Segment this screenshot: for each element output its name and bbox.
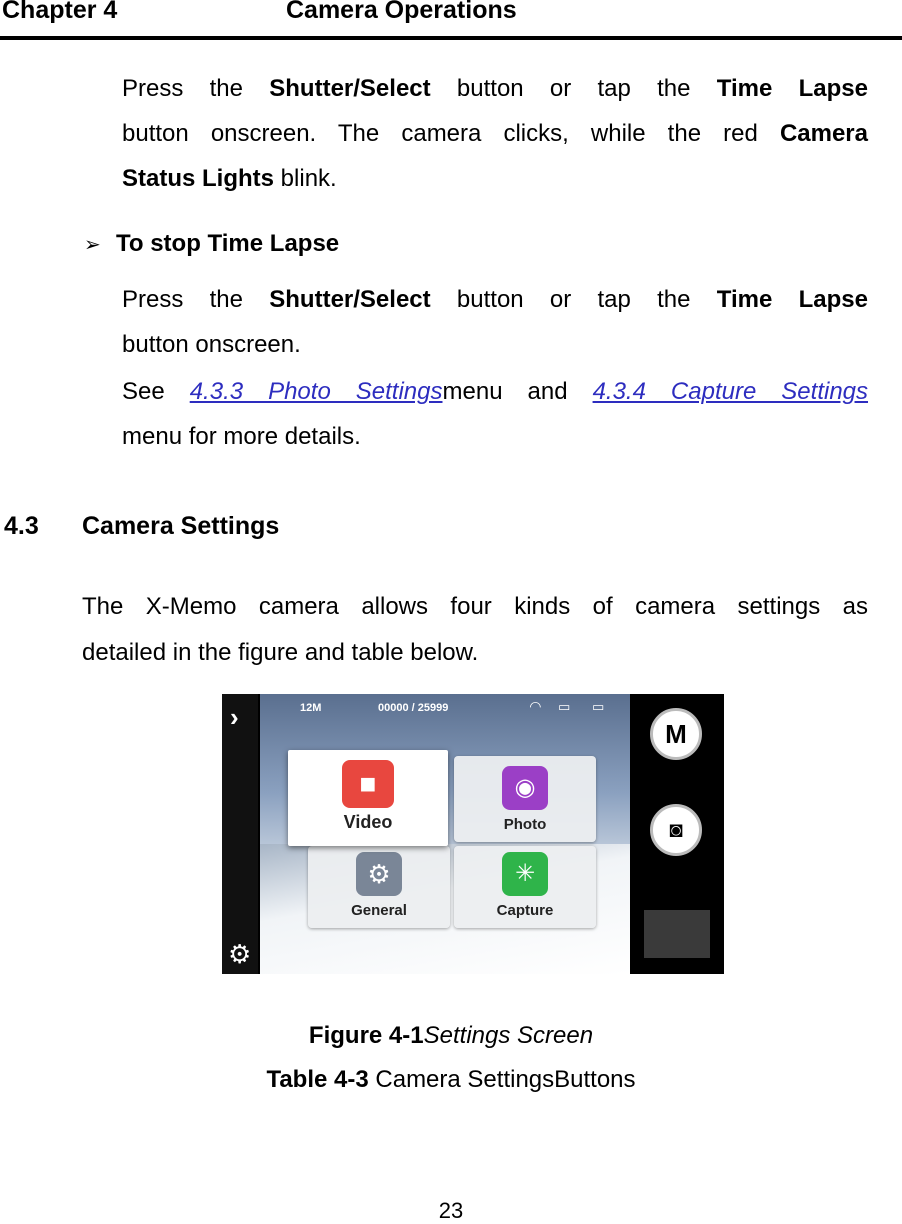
paragraph-start-line: Press the Shutter/Select button or tap the Time Lapse [122,75,868,102]
shot-counter: 00000 / 25999 [378,702,449,714]
section-number: 4.3 [4,512,39,540]
right-sidebar [632,694,724,974]
paragraph-see-line: See 4.3.3 Photo Settingsmenu and 4.3.4 Capture Settings [122,378,869,405]
photo-camera-icon: ◉ [502,766,548,810]
video-tile[interactable] [288,750,448,846]
capture-tile[interactable] [454,846,596,928]
intro-line2: detailed in the figure and table below. [82,639,479,666]
paragraph-start-line2: button onscreen. The camera clicks, while the red Camera [122,120,868,147]
section-title: Camera Settings [82,512,280,540]
intro-line1: The X-Memo camera allows four kinds of camera settings as [82,593,868,620]
general-tile-label: General [351,902,407,919]
gear-icon[interactable]: ⚙ [228,939,252,969]
general-tile[interactable] [308,846,450,928]
last-capture-thumbnail[interactable] [644,910,710,958]
paragraph-stop-line2: button onscreen. [122,331,301,358]
photo-tile-label: Photo [503,816,547,833]
wifi-icon: ◠ [530,698,541,714]
sd-card-icon: ▭ [558,699,571,714]
wand-icon: ✳ [502,852,548,896]
battery-icon: ▭ [592,699,605,714]
figure-caption: Figure 4-1Settings Screen [308,1022,594,1049]
mode-button[interactable]: M [650,708,702,760]
chevron-right-icon[interactable]: › [230,702,239,732]
page-number: 23 [438,1198,464,1223]
resolution-indicator: 12M [300,702,322,714]
table-caption: Table 4-3 Camera SettingsButtons [266,1066,636,1093]
video-tile-label: Video [343,812,393,832]
camera-switch-icon[interactable]: ◙ [650,804,702,856]
photo-tile[interactable] [454,756,596,842]
paragraph-see-line2: menu for more details. [122,423,361,450]
settings-gear-icon: ⚙ [356,852,402,896]
paragraph-stop-line1: Press the Shutter/Select button or tap the Time Lapse [122,286,868,313]
arrow-bullet-icon: ➢ [84,234,101,256]
settings-screen-figure [222,694,724,974]
link-capture-settings[interactable]: 4.3.4 Capture Settings [592,378,869,405]
chapter-label: Chapter 4 [2,0,118,24]
left-sidebar [222,694,258,974]
chapter-title: Camera Operations [286,0,517,24]
bullet-heading: ➢ To stop Time Lapse [84,230,340,257]
video-camera-icon: ■ [342,760,394,808]
capture-tile-label: Capture [496,902,554,919]
link-photo-settings[interactable]: 4.3.3 Photo Settings [189,378,443,405]
page-header [0,0,902,40]
paragraph-start-line3: Status Lights blink. [122,165,337,192]
